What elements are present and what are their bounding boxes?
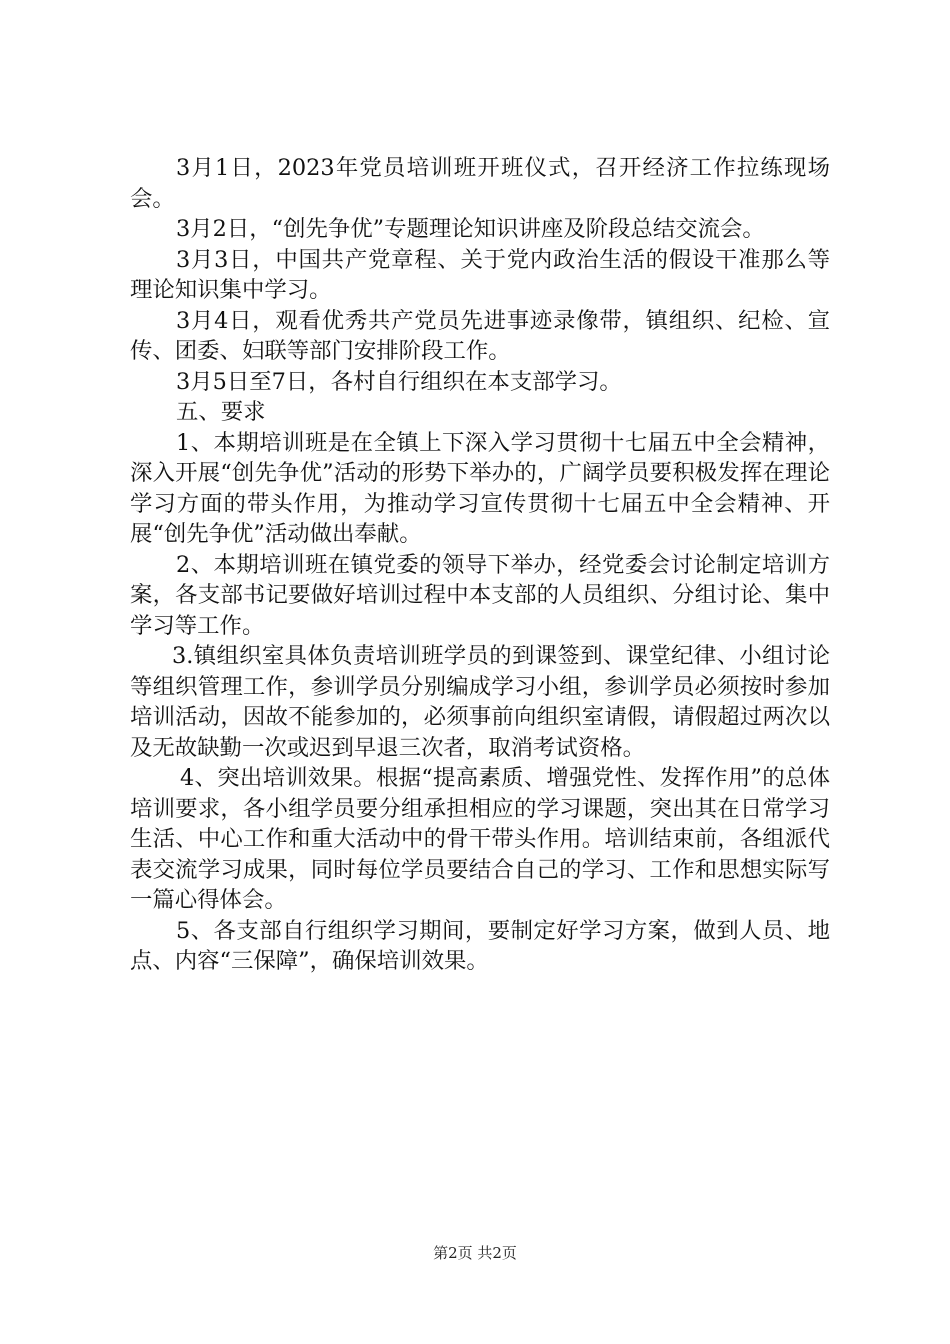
- paragraph-schedule-day-3: 3月3日，中国共产党章程、关于党内政治生活的假设干准那么等理论知识集中学习。: [130, 246, 830, 303]
- paragraph-schedule-day-5-7: 3月5日至7日，各村自行组织在本支部学习。: [176, 368, 622, 395]
- document-body: [130, 153, 830, 977]
- paragraph-requirement-1: 1、本期培训班是在全镇上下深入学习贯彻十七届五中全会精神，深入开展“创先争优”活动的形势下举办的，广阔学员要积极发挥在理论学习方面的带头作用，为推动学习宣传贯彻十七届五中全会精神、开展“创先争优”活动做出奉献。: [130, 429, 830, 547]
- paragraph-requirement-2: 2、本期培训班在镇党委的领导下举办，经党委会讨论制定培训方案，各支部书记要做好培训过程中本支部的人员组织、分组讨论、集中学习等工作。: [130, 551, 830, 639]
- paragraph-schedule-day-4: 3月4日，观看优秀共产党员先进事迹录像带，镇组织、纪检、宣传、团委、妇联等部门安排阶段工作。: [130, 307, 830, 364]
- paragraph-requirement-5: 5、各支部自行组织学习期间，要制定好学习方案，做到人员、地点、内容“三保障”，确保培训效果。: [130, 917, 830, 974]
- paragraph-schedule-day-1: 3月1日，2023年党员培训班开班仪式，召开经济工作拉练现场会。: [130, 155, 830, 212]
- paragraph-requirement-4: 4、突出培训效果。根据“提高素质、增强党性、发挥作用”的总体培训要求，各小组学员要分组承担相应的学习课题，突出其在日常学习生活、中心工作和重大活动中的骨干带头作用。培训结束前，各组派代表交流学习成果，同时每位学员要结合自己的学习、工作和思想实际写一篇心得体会。: [130, 765, 830, 913]
- paragraph-requirement-3: 3.镇组织室具体负责培训班学员的到课签到、课堂纪律、小组讨论等组织管理工作，参训学员分别编成学习小组，参训学员必须按时参加培训活动，因故不能参加的，必须事前向组织室请假，请假超过两次以及无故缺勤一次或迟到早退三次者，取消考试资格。: [130, 643, 830, 761]
- page-number-footer: 第2页 共2页: [433, 1244, 517, 1262]
- section-heading-requirements: 五、要求: [176, 399, 266, 425]
- paragraph-schedule-day-2: 3月2日，“创先争优”专题理论知识讲座及阶段总结交流会。: [176, 216, 765, 242]
